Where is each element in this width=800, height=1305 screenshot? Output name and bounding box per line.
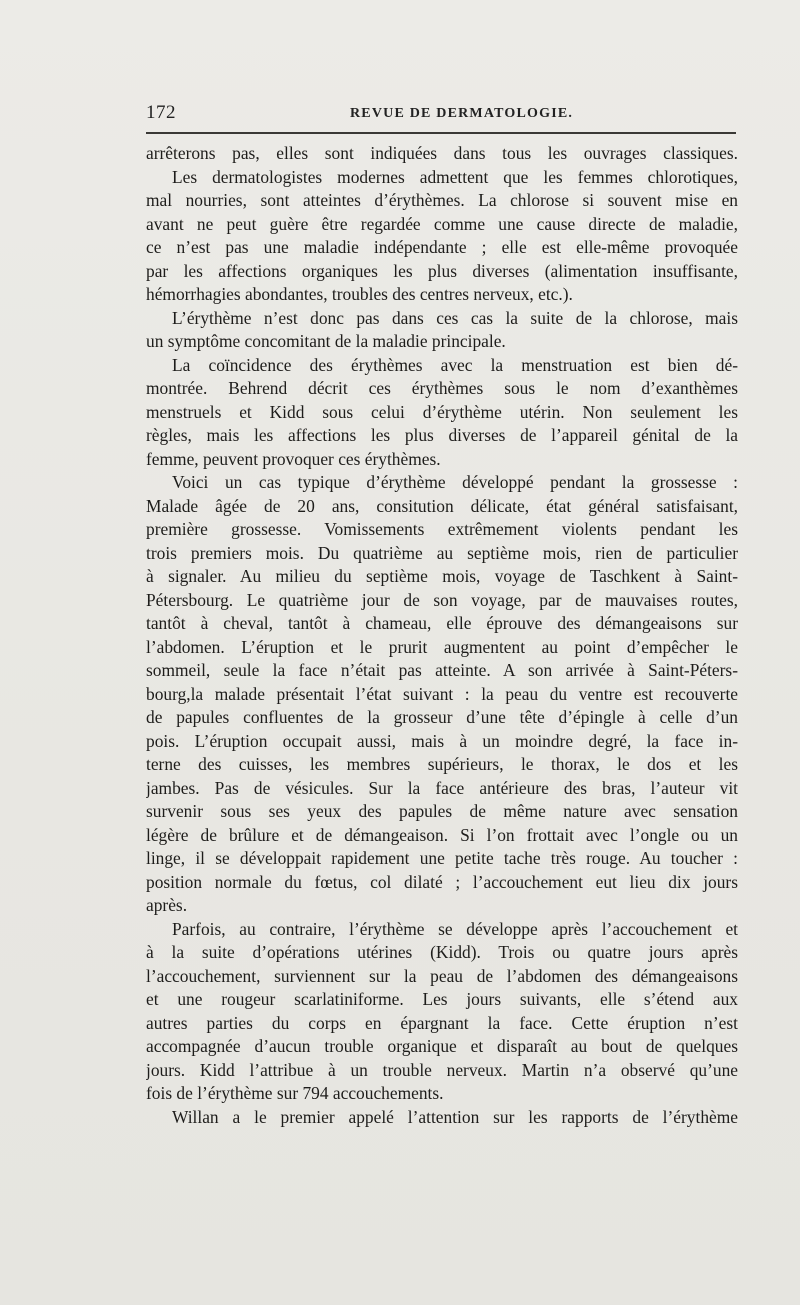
text-line: position normale du fœtus, col dilaté ; l’accouchement eut lieu dix jours (146, 871, 738, 892)
running-title: REVUE DE DERMATOLOGIE. (350, 106, 574, 121)
text-line: L’érythème n’est donc pas dans ces cas la suite de la chlorose, mais (172, 307, 738, 328)
text-line: Parfois, au contraire, l’érythème se développe après l’accouchement et (172, 918, 738, 939)
text-line: terne des cuisses, les membres supérieurs, le thorax, le dos et les (146, 754, 738, 774)
text-line: jours. Kidd l’attribue à un trouble nerveux. Martin n’a observé qu’une (146, 1059, 738, 1080)
text-line: Voici un cas typique d’érythème développé pendant la grossesse : (172, 472, 738, 492)
text-line: première grossesse. Vomissements extrêmement violents pendant les (146, 519, 738, 539)
text-line: Malade âgée de 20 ans, consitution délicate, état général satisfaisant, (146, 495, 738, 516)
text-line: de papules confluentes de la grosseur d’une tête d’épingle à celle d’un (146, 707, 738, 727)
text-line: montrée. Behrend décrit ces érythèmes sous le nom d’exanthèmes (146, 378, 738, 398)
text-line: à signaler. Au milieu du septième mois, voyage de Taschkent à Saint- (146, 566, 738, 586)
text-line: arrêterons pas, elles sont indiquées dans tous les ouvrages classiques. (146, 143, 738, 163)
text-line: jambes. Pas de vésicules. Sur la face antérieure des bras, l’auteur vit (146, 777, 738, 798)
text-line: Pétersbourg. Le quatrième jour de son voyage, par de mauvaises routes, (146, 589, 738, 610)
text-line: bourg,la malade présentait l’état suivant : la peau du ventre est recouverte (146, 683, 738, 704)
text-line: Willan a le premier appelé l’attention sur les rapports de l’érythème (172, 1106, 738, 1127)
text-line: après. (146, 895, 188, 915)
text-line: légère de brûlure et de démangeaison. Si l’on frottait avec l’ongle ou un (146, 824, 738, 845)
text-line: hémorrhagies abondantes, troubles des centres nerveux, etc.). (146, 284, 573, 304)
text-line: ce n’est pas une maladie indépendante ; elle est elle-même provoquée (146, 237, 738, 257)
text-line: un symptôme concomitant de la maladie principale. (146, 331, 506, 351)
text-line: linge, il se développait rapidement une petite tache très rouge. Au toucher : (146, 848, 738, 868)
text-line: à la suite d’opérations utérines (Kidd). Trois ou quatre jours après (146, 942, 738, 962)
text-line: règles, mais les affections les plus diverses de l’appareil génital de la (146, 425, 738, 445)
text-line: autres parties du corps en épargnant la face. Cette éruption n’est (146, 1012, 738, 1033)
text-line: avant ne peut guère être regardée comme une cause directe de maladie, (146, 213, 738, 234)
text-line: fois de l’érythème sur 794 accouchements. (146, 1083, 444, 1103)
text-line: femme, peuvent provoquer ces érythèmes. (146, 448, 441, 469)
text-line: accompagnée d’aucun trouble organique et disparaît au bout de quelques (146, 1036, 738, 1056)
text-line: mal nourries, sont atteintes d’érythèmes. La chlorose si souvent mise en (146, 190, 738, 210)
text-line: l’accouchement, surviennent sur la peau de l’abdomen des démangeaisons (146, 965, 738, 986)
text-line: sommeil, seule la face n’était pas atteinte. A son arrivée à Saint-Péters- (146, 660, 738, 680)
header-rule (146, 132, 736, 134)
text-line: survenir sous ses yeux des papules de même nature avec sensation (146, 801, 738, 821)
page-header (146, 102, 736, 126)
text-line: et une rougeur scarlatiniforme. Les jours suivants, elle s’étend aux (146, 989, 738, 1009)
text-line: l’abdomen. L’éruption et le prurit augmentent au point d’empêcher le (146, 636, 738, 657)
body-text (146, 142, 738, 1129)
text-line: pois. L’éruption occupait aussi, mais à un moindre degré, la face in- (146, 730, 738, 751)
text-line: par les affections organiques les plus diverses (alimentation insuffisante, (146, 260, 738, 281)
text-line: La coïncidence des érythèmes avec la menstruation est bien dé- (172, 354, 738, 375)
text-line: Les dermatologistes modernes admettent que les femmes chlorotiques, (172, 166, 738, 187)
page-number: 172 (146, 102, 176, 123)
text-line: trois premiers mois. Du quatrième au septième mois, rien de particulier (146, 542, 738, 563)
text-line: tantôt à cheval, tantôt à chameau, elle éprouve des démangeaisons sur (146, 613, 738, 633)
text-line: menstruels et Kidd sous celui d’érythème utérin. Non seulement les (146, 401, 738, 422)
